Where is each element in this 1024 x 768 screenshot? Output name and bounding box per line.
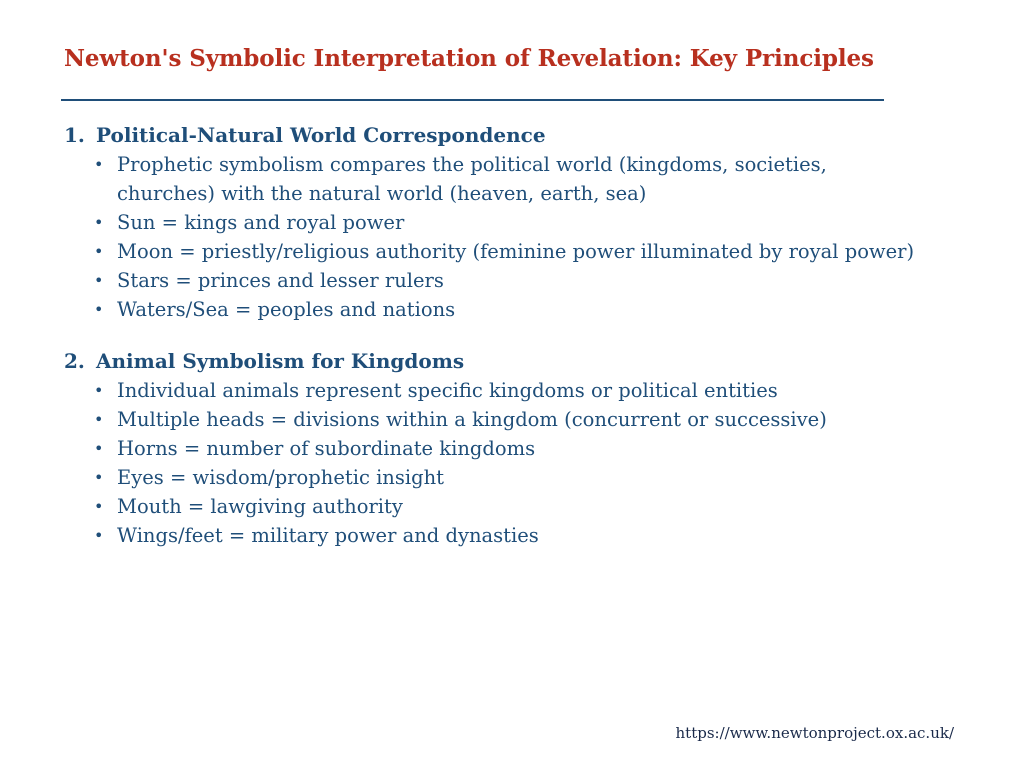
section-heading bbox=[64, 121, 944, 149]
list-item-text: Eyes = wisdom/prophetic insight bbox=[117, 466, 444, 489]
list-item-text: Individual animals represent specific kingdoms or political entities bbox=[117, 379, 778, 402]
list-item-text: Multiple heads = divisions within a kingdom (concurrent or successive) bbox=[117, 408, 827, 431]
bullet-icon: • bbox=[94, 300, 104, 319]
section-political-natural bbox=[64, 121, 944, 324]
bullet-icon: • bbox=[94, 242, 104, 261]
bullet-icon: • bbox=[94, 213, 104, 232]
bullet-icon: • bbox=[94, 155, 104, 174]
section-title: Political-Natural World Correspondence bbox=[96, 123, 546, 147]
slide-title: Newton's Symbolic Interpretation of Revelation: Key Principles bbox=[64, 45, 874, 72]
section-number: 1. bbox=[64, 123, 85, 147]
list-item bbox=[64, 405, 944, 434]
list-item bbox=[64, 463, 944, 492]
list-item-text: Moon = priestly/religious authority (feminine power illuminated by royal power) bbox=[117, 240, 915, 263]
section-heading bbox=[64, 347, 944, 375]
list-item-text: Mouth = lawgiving authority bbox=[117, 495, 403, 518]
bullet-list bbox=[64, 150, 944, 324]
list-item-text: Wings/feet = military power and dynasties bbox=[117, 524, 539, 547]
bullet-icon: • bbox=[94, 526, 104, 545]
list-item bbox=[64, 150, 924, 208]
section-title: Animal Symbolism for Kingdoms bbox=[96, 349, 465, 373]
list-item bbox=[64, 266, 944, 295]
section-number: 2. bbox=[64, 349, 85, 373]
list-item bbox=[64, 208, 944, 237]
list-item-text: Prophetic symbolism compares the political world (kingdoms, societies, churches) with the natural world (heaven, earth, sea) bbox=[117, 153, 827, 205]
source-link[interactable]: https://www.newtonproject.ox.ac.uk/ bbox=[675, 724, 954, 742]
list-item bbox=[64, 492, 944, 521]
bullet-icon: • bbox=[94, 439, 104, 458]
list-item bbox=[64, 295, 944, 324]
bullet-list bbox=[64, 376, 944, 550]
list-item bbox=[64, 521, 944, 550]
bullet-icon: • bbox=[94, 381, 104, 400]
section-animal-symbolism bbox=[64, 347, 944, 550]
list-item bbox=[64, 376, 944, 405]
list-item-text: Waters/Sea = peoples and nations bbox=[117, 298, 456, 321]
title-divider bbox=[61, 99, 884, 101]
list-item bbox=[64, 434, 944, 463]
bullet-icon: • bbox=[94, 468, 104, 487]
list-item bbox=[64, 237, 944, 266]
list-item-text: Horns = number of subordinate kingdoms bbox=[117, 437, 536, 460]
bullet-icon: • bbox=[94, 410, 104, 429]
list-item-text: Stars = princes and lesser rulers bbox=[117, 269, 444, 292]
bullet-icon: • bbox=[94, 271, 104, 290]
list-item-text: Sun = kings and royal power bbox=[117, 211, 405, 234]
bullet-icon: • bbox=[94, 497, 104, 516]
